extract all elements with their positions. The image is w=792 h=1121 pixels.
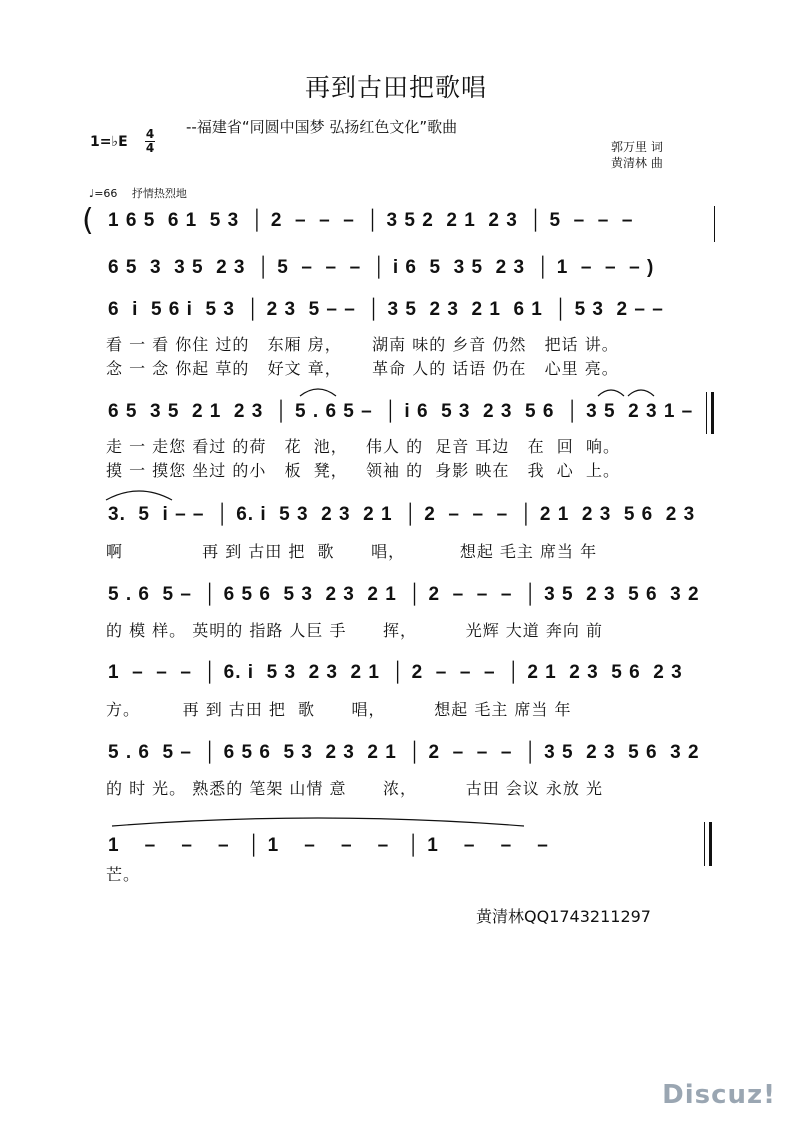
slur-arc-row-4-b: [596, 386, 656, 398]
meter-bottom: 4: [145, 141, 155, 155]
notation-row-2: 6 5 3 3 5 2 3 │ 5 – – – │ i 6 5 3 5 2 3 │ 1 – – – ): [108, 257, 655, 278]
lyric-row-3-verse-1: 看 一 看 你住 过的 东厢 房， 湖南 味的 乡音 仍然 把话 讲。: [106, 335, 619, 354]
lyric-row-8: 的 时 光。 熟悉的 笔架 山情 意 浓， 古田 会议 永放 光: [106, 779, 603, 798]
notation-row-6: 5 . 6 5 – │ 6 5 6 5 3 2 3 2 1 │ 2 – – – │ 3 5 2 3 5 6 3 2: [108, 584, 700, 605]
repeat-barline-thick: [711, 392, 714, 434]
notation-row-3: 6 i 5 6 i 5 3 │ 2 3 5 – – │ 3 5 2 3 2 1 6 1 │ 5 3 2 – –: [108, 299, 664, 320]
lyricist-credit: 郭万里 词: [611, 140, 663, 154]
author-signature: 黄清林QQ1743211297: [476, 907, 651, 926]
lyric-row-4-verse-1: 走 一 走您 看过 的荷 花 池， 伟人 的 足音 耳边 在 回 响。: [106, 437, 620, 456]
repeat-open-paren: (: [82, 203, 94, 238]
time-signature: [144, 128, 156, 155]
slur-arc-row-4-a: [298, 386, 338, 398]
notation-row-7: 1 – – – │ 6. i 5 3 2 3 2 1 │ 2 – – – │ 2 1 2 3 5 6 2 3: [108, 662, 683, 683]
notation-row-8: 5 . 6 5 – │ 6 5 6 5 3 2 3 2 1 │ 2 – – – │ 3 5 2 3 5 6 3 2: [108, 742, 700, 763]
key-signature: 1=♭E: [90, 134, 128, 150]
song-title: 再到古田把歌唱: [304, 73, 487, 102]
row-1-end-barline: [714, 206, 715, 242]
lyric-row-6: 的 模 样。 英明的 指路 人巨 手 挥， 光辉 大道 奔向 前: [106, 621, 603, 640]
tempo-marking: ♩=66 抒情热烈地: [89, 187, 187, 200]
slur-arc-row-5: [104, 488, 174, 502]
lyric-row-3-verse-2: 念 一 念 你起 草的 好文 章， 革命 人的 话语 仍在 心里 亮。: [106, 359, 619, 378]
final-barline-thin: [704, 822, 705, 866]
repeat-barline-thin: [706, 392, 707, 434]
lyric-row-4-verse-2: 摸 一 摸您 坐过 的小 板 凳， 领袖 的 身影 映在 我 心 上。: [106, 461, 620, 480]
composer-credit: 黄清林 曲: [611, 156, 663, 170]
notation-row-9: 1 – – – │ 1 – – – │ 1 – – –: [108, 835, 549, 856]
lyric-row-7: 方。 再 到 古田 把 歌 唱， 想起 毛主 席当 年: [106, 700, 572, 719]
meter-top: 4: [145, 127, 155, 141]
notation-row-4: 6 5 3 5 2 1 2 3 │ 5 . 6 5 – │ i 6 5 3 2 3 5 6 │ 3 5 2 3 1 –: [108, 401, 694, 422]
tie-arc-row-9: [110, 814, 526, 828]
final-barline-thick: [709, 822, 712, 866]
discuz-watermark: Discuz!: [662, 1080, 776, 1110]
notation-row-5: 3. 5 i – – │ 6. i 5 3 2 3 2 1 │ 2 – – – │ 2 1 2 3 5 6 2 3: [108, 504, 696, 525]
notation-row-1: 1 6 5 6 1 5 3 │ 2 – – – │ 3 5 2 2 1 2 3 │ 5 – – –: [108, 210, 634, 231]
lyric-row-5: 啊 再 到 古田 把 歌 唱， 想起 毛主 席当 年: [106, 542, 598, 561]
song-subtitle: --福建省“同圆中国梦 弘扬红色文化”歌曲: [186, 118, 458, 136]
lyric-row-9: 芒。: [106, 865, 141, 884]
